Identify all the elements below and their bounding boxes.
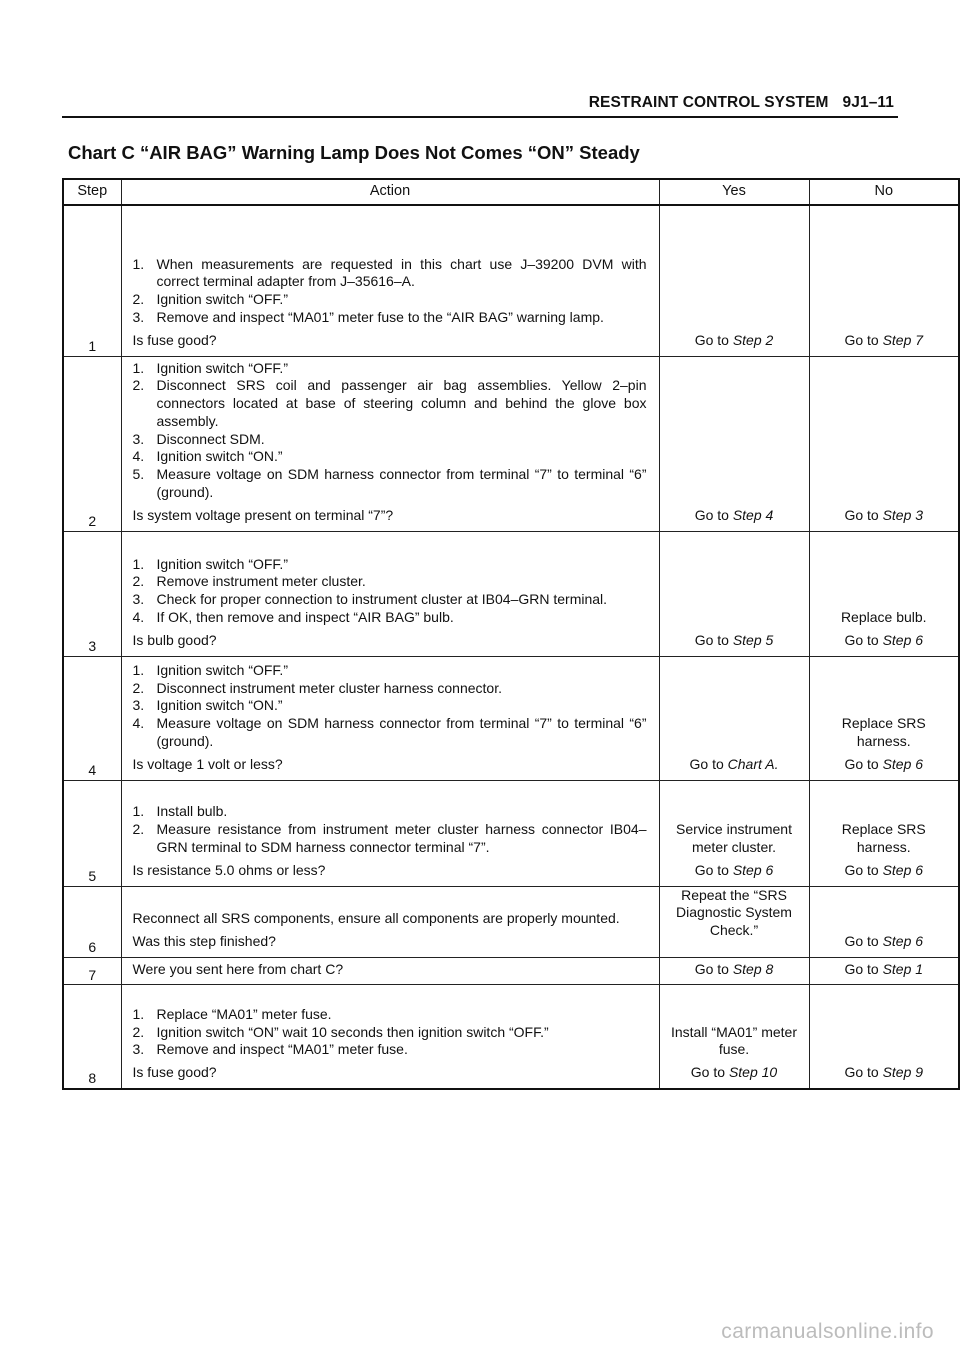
action-cell — [121, 356, 659, 531]
go-to-target: Step 10 — [728, 1064, 778, 1081]
action-item-text: Ignition switch “OFF.” — [156, 661, 288, 678]
step-number: 4 — [63, 656, 121, 780]
action-item-text: Disconnect SDM. — [156, 430, 265, 447]
go-to-label: Go to — [844, 960, 879, 977]
action-item-number: 2. — [132, 291, 145, 308]
action-item-number: 5. — [132, 466, 145, 483]
action-item-number: 4. — [132, 715, 145, 732]
action-item-number: 1. — [132, 359, 145, 376]
go-to-target: Step 8 — [732, 960, 774, 977]
question-text: Is bulb good? — [132, 631, 217, 648]
go-to-target: Step 7 — [882, 331, 924, 348]
go-to-target: Step 3 — [882, 506, 924, 523]
no-go-to — [816, 632, 953, 650]
yes-go-to — [666, 961, 803, 979]
go-to-target: Step 4 — [732, 506, 774, 523]
action-item-text: Ignition switch “ON.” — [156, 697, 283, 714]
action-item-text: Disconnect instrument meter cluster harness connector. — [156, 679, 502, 696]
action-item — [133, 377, 647, 430]
col-header-no: No — [809, 179, 959, 205]
go-to-label: Go to — [694, 861, 729, 878]
no-text: Replace SRS harness. — [841, 821, 926, 856]
go-to-label: Go to — [844, 631, 879, 648]
go-to-label: Go to — [844, 506, 879, 523]
go-to-label: Go to — [690, 1064, 726, 1081]
action-item — [133, 1024, 647, 1042]
action-item-number: 3. — [132, 308, 145, 325]
action-cell — [121, 985, 659, 1089]
action-item — [133, 715, 647, 751]
go-to-target: Step 2 — [732, 331, 774, 348]
step-number: 8 — [63, 985, 121, 1089]
no-go-to — [816, 507, 953, 525]
action-list — [133, 256, 647, 327]
action-item-text: Remove and inspect “MA01” meter fuse. — [156, 1041, 408, 1058]
action-cell — [121, 957, 659, 985]
action-item-number: 3. — [132, 430, 145, 447]
action-item — [133, 697, 647, 715]
no-go-to — [816, 332, 953, 350]
action-item-text: Measure resistance from instrument meter cluster harness connector IB04–GRN terminal to SDM harness connector terminal “7”. — [156, 821, 647, 856]
go-to-label: Go to — [689, 755, 724, 772]
running-header — [62, 92, 898, 118]
table-body — [63, 205, 959, 1089]
page-number: 9J1–11 — [842, 94, 894, 111]
chart-title: Chart C “AIR BAG” Warning Lamp Does Not Comes “ON” Steady — [68, 142, 640, 163]
no-cell — [809, 886, 959, 957]
yes-cell — [659, 780, 809, 886]
action-item — [133, 466, 647, 502]
go-to-label: Go to — [844, 331, 879, 348]
no-cell — [809, 957, 959, 985]
action-item-number: 2. — [132, 1023, 145, 1040]
action-item — [133, 448, 647, 466]
action-item — [133, 680, 647, 698]
action-item — [133, 1041, 647, 1059]
go-to-label: Go to — [694, 331, 729, 348]
yes-cell — [659, 886, 809, 957]
yes-cell — [659, 985, 809, 1089]
action-item — [133, 309, 647, 327]
header-text — [589, 94, 894, 112]
yes-go-to — [666, 507, 803, 525]
step-number: 6 — [63, 886, 121, 957]
section-title: RESTRAINT CONTROL SYSTEM — [588, 94, 829, 111]
question-text: Is fuse good? — [132, 1064, 217, 1081]
go-to-target: Step 6 — [882, 755, 924, 772]
action-item — [133, 609, 647, 627]
no-go-to — [816, 756, 953, 774]
table-row — [63, 780, 959, 886]
yes-cell — [659, 356, 809, 531]
action-item — [133, 821, 647, 857]
step-number: 1 — [63, 205, 121, 356]
action-text: Were you sent here from chart C? — [132, 960, 344, 977]
action-item-text: Ignition switch “OFF.” — [156, 359, 288, 376]
action-item — [133, 573, 647, 591]
yes-text: Service instrument meter cluster. — [676, 821, 792, 856]
action-item-text: Replace “MA01” meter fuse. — [156, 1005, 332, 1022]
col-header-step: Step — [63, 179, 121, 205]
go-to-target: Step 5 — [732, 631, 774, 648]
yes-go-to — [666, 862, 803, 880]
no-go-to — [816, 961, 953, 979]
action-item-number: 4. — [132, 609, 145, 626]
action-item-number: 4. — [132, 448, 145, 465]
action-cell — [121, 656, 659, 780]
yes-cell — [659, 656, 809, 780]
action-item-number: 3. — [132, 591, 145, 608]
yes-go-to — [666, 632, 803, 650]
yes-go-to — [666, 1064, 803, 1082]
action-list — [133, 360, 647, 502]
col-header-yes: Yes — [659, 179, 809, 205]
question-text: Is fuse good? — [132, 331, 217, 348]
no-cell — [809, 985, 959, 1089]
action-list — [133, 1006, 647, 1059]
action-item — [133, 591, 647, 609]
go-to-target: Step 6 — [732, 861, 774, 878]
action-text: Reconnect all SRS components, ensure all components are properly mounted. — [132, 910, 620, 927]
yes-text: Install “MA01” meter fuse. — [670, 1023, 798, 1058]
table-row — [63, 656, 959, 780]
yes-cell — [659, 531, 809, 656]
go-to-target: Step 6 — [882, 631, 924, 648]
step-number: 7 — [63, 957, 121, 985]
action-item-text: Install bulb. — [156, 803, 228, 820]
yes-text: Repeat the “SRS Diagnostic System Check.” — [676, 886, 792, 939]
action-item — [133, 291, 647, 309]
go-to-label: Go to — [844, 1064, 879, 1081]
go-to-target: Step 6 — [882, 861, 924, 878]
no-cell — [809, 356, 959, 531]
action-item-number: 1. — [132, 803, 145, 820]
yes-go-to — [666, 756, 803, 774]
step-number: 5 — [63, 780, 121, 886]
go-to-target: Step 6 — [882, 932, 924, 949]
table-row — [63, 531, 959, 656]
action-item — [133, 360, 647, 378]
action-item-number: 1. — [132, 255, 145, 272]
question-text: Was this step finished? — [132, 932, 276, 949]
go-to-label: Go to — [844, 755, 879, 772]
no-text: Replace bulb. — [840, 609, 927, 626]
action-item-number: 2. — [132, 377, 145, 394]
go-to-label: Go to — [844, 861, 879, 878]
question-text: Is resistance 5.0 ohms or less? — [132, 861, 326, 878]
yes-cell — [659, 205, 809, 356]
action-item-text: Measure voltage on SDM harness connector from terminal “7” to terminal “6” (ground). — [156, 466, 647, 501]
action-item-number: 1. — [132, 1005, 145, 1022]
action-cell — [121, 205, 659, 356]
action-list — [133, 662, 647, 751]
table-row — [63, 356, 959, 531]
action-item-number: 1. — [132, 555, 145, 572]
action-item-number: 3. — [132, 1041, 145, 1058]
action-item — [133, 662, 647, 680]
question-text: Is voltage 1 volt or less? — [132, 755, 283, 772]
action-item-text: Remove instrument meter cluster. — [156, 573, 366, 590]
go-to-label: Go to — [694, 631, 729, 648]
header-rule — [62, 116, 898, 118]
go-to-label: Go to — [844, 932, 879, 949]
go-to-target: Step 1 — [882, 960, 924, 977]
no-go-to — [816, 862, 953, 880]
table-header-row — [63, 179, 959, 205]
no-cell — [809, 656, 959, 780]
watermark: carmanualsonline.info — [721, 1320, 934, 1343]
go-to-target: Step 9 — [882, 1064, 924, 1081]
action-item — [133, 803, 647, 821]
action-item-text: Check for proper connection to instrument cluster at IB04–GRN terminal. — [156, 591, 608, 608]
no-go-to — [816, 1064, 953, 1082]
action-item — [133, 256, 647, 292]
go-to-label: Go to — [694, 960, 729, 977]
table-row — [63, 886, 959, 957]
action-item-number: 2. — [132, 573, 145, 590]
action-item-number: 2. — [132, 679, 145, 696]
action-item-text: Ignition switch “ON.” — [156, 448, 283, 465]
yes-go-to — [666, 332, 803, 350]
action-item — [133, 1006, 647, 1024]
action-item-number: 3. — [132, 697, 145, 714]
table-row — [63, 985, 959, 1089]
diagnostic-table — [62, 178, 960, 1090]
go-to-label: Go to — [694, 506, 729, 523]
action-item-number: 1. — [132, 661, 145, 678]
action-item-text: Ignition switch “OFF.” — [156, 291, 288, 308]
action-item-text: Disconnect SRS coil and passenger air bag assemblies. Yellow 2–pin connectors located at base of steering column and behind the glove box assembly. — [156, 377, 647, 429]
question-text: Is system voltage present on terminal “7”? — [132, 506, 394, 523]
action-item-text: When measurements are requested in this chart use J–39200 DVM with correct terminal adapter from J–35616–A. — [156, 255, 647, 290]
action-cell — [121, 780, 659, 886]
action-item — [133, 556, 647, 574]
table-row — [63, 957, 959, 985]
action-item-text: Measure voltage on SDM harness connector from terminal “7” to terminal “6” (ground). — [156, 715, 647, 750]
action-cell — [121, 531, 659, 656]
action-list — [133, 803, 647, 856]
step-number: 2 — [63, 356, 121, 531]
step-number: 3 — [63, 531, 121, 656]
go-to-target: Chart A. — [727, 755, 779, 772]
col-header-action: Action — [121, 179, 659, 205]
action-cell — [121, 886, 659, 957]
yes-cell — [659, 957, 809, 985]
action-item — [133, 431, 647, 449]
no-text: Replace SRS harness. — [841, 715, 926, 750]
action-item-number: 2. — [132, 821, 145, 838]
action-item-text: Remove and inspect “MA01” meter fuse to the “AIR BAG” warning lamp. — [156, 308, 604, 325]
no-go-to — [816, 933, 953, 951]
no-cell — [809, 205, 959, 356]
no-cell — [809, 780, 959, 886]
action-item-text: If OK, then remove and inspect “AIR BAG” bulb. — [156, 609, 454, 626]
no-cell — [809, 531, 959, 656]
table-row — [63, 205, 959, 356]
action-item-text: Ignition switch “OFF.” — [156, 555, 288, 572]
action-list — [133, 556, 647, 627]
action-item-text: Ignition switch “ON” wait 10 seconds then ignition switch “OFF.” — [156, 1023, 549, 1040]
